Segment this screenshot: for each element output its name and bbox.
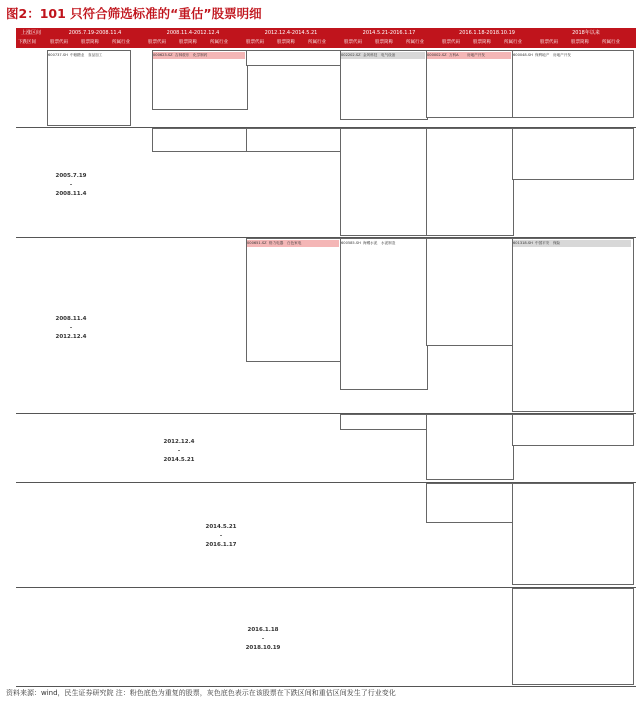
stock-block	[340, 128, 428, 236]
stock-block	[340, 50, 428, 120]
period-header-bar	[16, 28, 636, 38]
period-header-1: 2005.7.19-2008.11.4	[68, 30, 122, 36]
stock-block	[512, 483, 634, 585]
page-title: 图2：101 只符合筛选标准的“重估”股票明细	[6, 6, 262, 21]
column-header-name: 股票简称	[277, 40, 295, 45]
stock-block	[426, 50, 514, 118]
column-header-industry: 所属行业	[210, 40, 228, 45]
period-header-5: 2016.1.18-2018.10.19	[459, 30, 515, 36]
column-header-name: 股票简称	[179, 40, 197, 45]
column-header-industry: 所属行业	[308, 40, 326, 45]
stock-entry: 000651.SZ 格力电器 白色家电	[247, 240, 339, 247]
column-header-bar	[16, 38, 636, 48]
stock-block	[426, 414, 514, 480]
stock-block	[152, 128, 248, 152]
column-header-industry: 所属行业	[112, 40, 130, 45]
period-header-2: 2008.11.4-2012.12.4	[166, 30, 220, 36]
stock-block	[340, 414, 428, 430]
row-divider	[16, 686, 636, 687]
corner-top-label: 上涨区间	[20, 30, 41, 36]
column-header-code: 股票代码	[246, 40, 264, 45]
stock-block	[512, 128, 634, 180]
column-header-name: 股票简称	[81, 40, 99, 45]
stock-entry: 002202.SZ 金风科技 电气设备	[341, 52, 425, 59]
stock-block	[340, 238, 428, 390]
stock-block	[512, 414, 634, 446]
column-header-industry: 所属行业	[406, 40, 424, 45]
column-header-code: 股票代码	[50, 40, 68, 45]
column-header-code: 股票代码	[442, 40, 460, 45]
column-header-industry: 所属行业	[602, 40, 620, 45]
stock-block	[246, 50, 342, 66]
stock-entry: 600048.SH 保利地产 房地产开发	[513, 53, 571, 57]
stock-block	[152, 50, 248, 110]
column-header-code: 股票代码	[344, 40, 362, 45]
row-label-6: 2016.1.18 - 2018.10.19	[245, 627, 281, 651]
stock-entry: 000002.SZ 万科A 房地产开发	[427, 52, 511, 59]
source-note: 资料来源：wind，民生证券研究院 注：粉色底色为重复的股票，灰色底色表示在该股票在下跌区间和重估区间发生了行业变化	[6, 689, 396, 697]
column-header-code: 股票代码	[148, 40, 166, 45]
row-label-5: 2014.5.21 - 2016.1.17	[205, 524, 237, 548]
column-header-name: 股票简称	[571, 40, 589, 45]
stock-block	[512, 50, 634, 118]
column-header-industry: 所属行业	[504, 40, 522, 45]
stock-block	[426, 128, 514, 236]
stock-block	[426, 483, 514, 523]
stock-block	[47, 50, 131, 126]
stock-entry: 000623.SZ 吉林敖东 化学制药	[153, 52, 245, 59]
stock-block	[512, 238, 634, 412]
row-label-2: 2005.7.19 - 2008.11.4	[55, 173, 87, 197]
period-header-4: 2014.5.21-2016.1.17	[362, 30, 416, 36]
period-header-6: 2018年以来	[572, 30, 600, 36]
row-label-4: 2012.12.4 - 2014.5.21	[163, 439, 195, 463]
period-header-3: 2012.12.4-2014.5.21	[264, 30, 318, 36]
row-label-3: 2008.11.4 - 2012.12.4	[55, 316, 87, 340]
corner-bottom-label: 下跌区间	[18, 40, 36, 45]
column-header-name: 股票简称	[375, 40, 393, 45]
stock-entry: 600585.SH 海螺水泥 水泥制造	[341, 241, 396, 245]
stock-block	[512, 588, 634, 685]
stock-entry: 600737.SH 中粮糖业 食品加工	[48, 53, 103, 57]
column-header-code: 股票代码	[540, 40, 558, 45]
stock-entry: 601318.SH 中国平安 保险	[513, 240, 631, 247]
stock-block	[246, 128, 342, 152]
stock-block	[426, 238, 514, 346]
column-header-name: 股票简称	[473, 40, 491, 45]
stock-block	[246, 238, 342, 362]
